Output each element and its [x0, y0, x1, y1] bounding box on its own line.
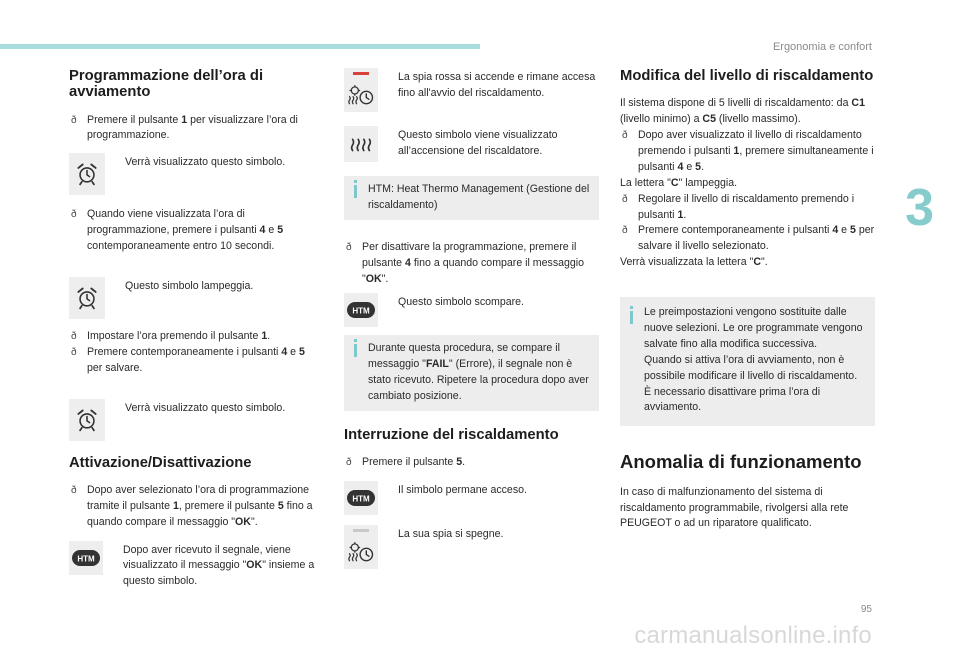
section-heading-heating-level: Modifica del livello di riscaldamento	[620, 68, 874, 84]
symbol-description: Verrà visualizzato questo simbolo.	[125, 156, 286, 169]
page-number: 95	[860, 604, 872, 615]
heater-clock-icon	[344, 525, 378, 569]
info-note: Durante questa procedura, se compare il messaggio "FAIL" (Errore), il segnale non è stato ricevuto. Ripetere la procedura dopo aver cambiato posizione.	[344, 335, 599, 411]
info-note: Le preimpostazioni vengono sostituite dalle nuove selezioni. Le ore programmate vengono salvate fino alla modifica successiva. Quando si attiva l’ora di avviamento, non è possibile modificare il livello di riscaldamento. È necessario disattivare prima l’ora di avviamento.	[620, 297, 875, 426]
symbol-description: La spia rossa si accende e rimane accesa fino all'avvio del riscaldamento.	[398, 71, 596, 99]
symbol-row	[69, 399, 316, 441]
symbol-description: Verrà visualizzato questo simbolo.	[125, 401, 286, 414]
symbol-row	[344, 293, 599, 327]
section-heading-activation: Attivazione/Disattivazione	[69, 454, 252, 471]
svg-text:HTM: HTM	[352, 494, 370, 504]
indicator-off	[353, 529, 369, 532]
symbol-description: Il simbolo permane acceso.	[398, 484, 527, 497]
paragraph: La lettera "C" lampeggia.	[620, 176, 738, 189]
instruction-step: ð Premere il pulsante 1 per visualizzare l’ora di programmazione.	[69, 113, 316, 145]
symbol-description: Questo simbolo lampeggia.	[125, 279, 254, 292]
paragraph: Verrà visualizzata la lettera "C".	[620, 256, 768, 269]
symbol-description: Questo simbolo viene visualizzato all’accensione del riscaldatore.	[398, 129, 558, 157]
instruction-step: ð Dopo aver selezionato l’ora di programmazione tramite il pulsante 1, premere il pulsante 5 fino a quando compare il messaggio "OK".	[69, 483, 316, 531]
htm-badge-icon	[344, 481, 378, 515]
svg-text:HTM: HTM	[77, 554, 95, 564]
column-middle	[344, 68, 599, 569]
instruction-step: ð Premere contemporaneamente i pulsanti 4 e 5 per salvare il livello selezionato.	[620, 223, 875, 255]
instruction-step: ð Impostare l’ora premendo il pulsante 1.	[69, 329, 316, 345]
symbol-row	[69, 541, 316, 591]
heater-icon	[344, 126, 378, 162]
clock-timer-icon	[69, 277, 105, 319]
section-heading-programming: Programmazione dell’ora di avviamento	[69, 68, 264, 101]
clock-timer-icon	[69, 153, 105, 195]
paragraph: In caso di malfunzionamento del sistema di riscaldamento programmabile, rivolgersi alla rete PEUGEOT o ad un riparatore qualificato.	[620, 485, 849, 530]
column-left	[69, 68, 316, 590]
svg-text:HTM: HTM	[352, 306, 370, 316]
symbol-row	[344, 525, 599, 569]
info-icon	[354, 339, 357, 342]
red-indicator	[353, 72, 369, 75]
column-right	[620, 68, 875, 532]
header-accent-bar	[0, 44, 480, 49]
heater-clock-icon	[344, 68, 378, 112]
symbol-row	[69, 277, 316, 319]
instruction-step: ð Regolare il livello di riscaldamento premendo i pulsanti 1.	[620, 192, 875, 224]
symbol-row	[344, 126, 599, 162]
symbol-row	[69, 153, 316, 195]
chapter-number: 3	[905, 179, 934, 237]
symbol-description: Questo simbolo scompare.	[398, 296, 525, 309]
instruction-step: ð Per disattivare la programmazione, premere il pulsante 4 fino a quando compare il messaggio "OK".	[344, 240, 599, 288]
info-icon	[354, 180, 357, 183]
instruction-step: ð Premere il pulsante 5.	[344, 455, 599, 471]
section-heading-malfunction: Anomalia di funzionamento	[620, 451, 862, 473]
info-note: HTM: Heat Thermo Management (Gestione del riscaldamento)	[344, 176, 599, 220]
paragraph: Il sistema dispone di 5 livelli di riscaldamento: da C1 (livello minimo) a C5 (livello massimo).	[620, 97, 865, 126]
htm-badge-icon	[344, 293, 378, 327]
htm-badge-icon	[69, 541, 103, 575]
instruction-step: ð Dopo aver visualizzato il livello di riscaldamento premendo i pulsanti 1, premere simultaneamente i pulsanti 4 e 5.	[620, 128, 875, 176]
section-title: Ergonomia e confort	[772, 41, 872, 53]
symbol-row	[344, 68, 599, 112]
symbol-description: La sua spia si spegne.	[398, 528, 504, 541]
watermark: carmanualsonline.info	[634, 622, 872, 649]
clock-timer-icon	[69, 399, 105, 441]
section-heading-interruption: Interruzione del riscaldamento	[344, 427, 559, 444]
info-icon	[630, 306, 633, 309]
instruction-step: ð Quando viene visualizzata l’ora di programmazione, premere i pulsanti 4 e 5 contemporaneamente entro 10 secondi.	[69, 207, 316, 255]
instruction-step: ð Premere contemporaneamente i pulsanti 4 e 5 per salvare.	[69, 345, 316, 377]
symbol-row	[344, 481, 599, 515]
symbol-description: Dopo aver ricevuto il segnale, viene visualizzato il messaggio "OK" insieme a questo simbolo.	[123, 543, 315, 588]
